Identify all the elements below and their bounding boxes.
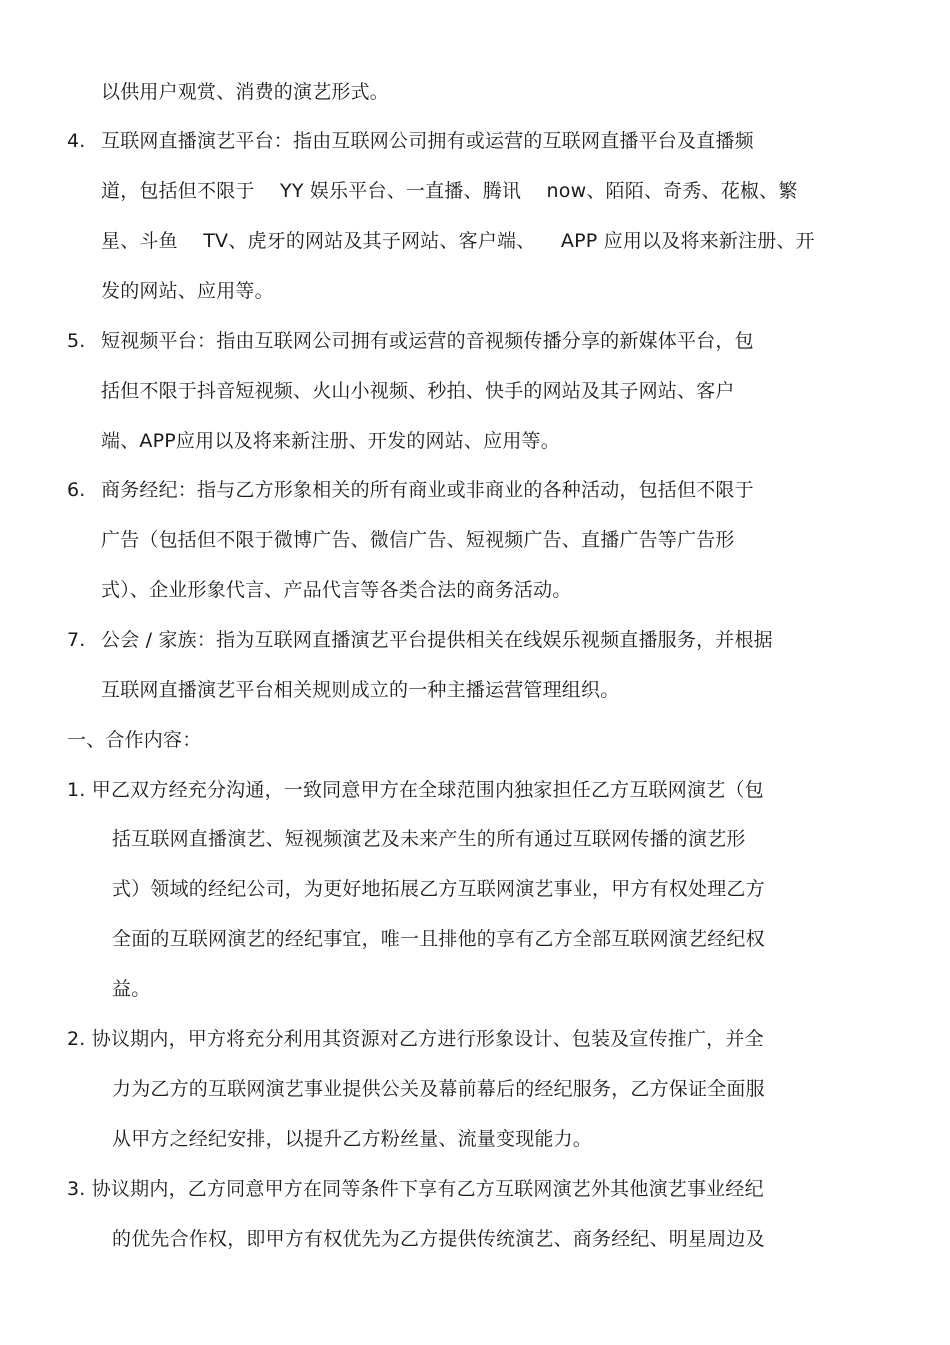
section-heading: 一、合作内容：: [67, 729, 202, 751]
clause-1: 1. 甲乙双方经充分沟通，一致同意甲方在全球范围内独家担任乙方互联网演艺（包: [67, 779, 764, 801]
text-line: 发的网站、应用等。: [101, 280, 274, 302]
text-line: 式）领域的经纪公司，为更好地拓展乙方互联网演艺事业，甲方有权处理乙方: [112, 878, 765, 900]
list-item-7: 7. 公会 / 家族：指为互联网直播演艺平台提供相关在线娱乐视频直播服务，并根据: [67, 629, 773, 651]
text-line: 益。: [112, 978, 151, 1000]
list-item-6: 6. 商务经纪：指与乙方形象相关的所有商业或非商业的各种活动，包括但不限于: [67, 479, 754, 501]
text-line: 从甲方之经纪安排，以提升乙方粉丝量、流量变现能力。: [112, 1128, 593, 1150]
text-line: 式）、企业形象代言、产品代言等各类合法的商务活动。: [101, 579, 572, 601]
text-line: 的优先合作权，即甲方有权优先为乙方提供传统演艺、商务经纪、明星周边及: [112, 1228, 765, 1250]
text-line: 括但不限于抖音短视频、火山小视频、秒拍、快手的网站及其子网站、客户: [101, 380, 735, 402]
text-line: 端、APP应用以及将来新注册、开发的网站、应用等。: [101, 430, 560, 452]
list-item-4: 4. 互联网直播演艺平台：指由互联网公司拥有或运营的互联网直播平台及直播频: [67, 130, 754, 152]
text-line: 道，包括但不限于 YY 娱乐平台、一直播、腾讯 now、陌陌、奇秀、花椒、繁: [101, 180, 798, 202]
text-line: 互联网直播演艺平台相关规则成立的一种主播运营管理组织。: [101, 679, 620, 701]
text-line: 广告（包括但不限于微博广告、微信广告、短视频广告、直播广告等广告形: [101, 529, 735, 551]
text-line: 全面的互联网演艺的经纪事宜，唯一且排他的享有乙方全部互联网演艺经纪权: [112, 928, 765, 950]
text-line: 以供用户观赏、消费的演艺形式。: [101, 81, 390, 103]
text-line: 括互联网直播演艺、短视频演艺及未来产生的所有通过互联网传播的演艺形: [112, 828, 746, 850]
text-line: 力为乙方的互联网演艺事业提供公关及幕前幕后的经纪服务，乙方保证全面服: [112, 1078, 765, 1100]
text-line: 星、斗鱼 TV、虎牙的网站及其子网站、客户端、 APP 应用以及将来新注册、开: [101, 230, 815, 252]
clause-2: 2. 协议期内，甲方将充分利用其资源对乙方进行形象设计、包装及宣传推广，并全: [67, 1028, 764, 1050]
list-item-5: 5. 短视频平台：指由互联网公司拥有或运营的音视频传播分享的新媒体平台，包: [67, 330, 754, 352]
clause-3: 3. 协议期内，乙方同意甲方在同等条件下享有乙方互联网演艺外其他演艺事业经纪: [67, 1178, 764, 1200]
